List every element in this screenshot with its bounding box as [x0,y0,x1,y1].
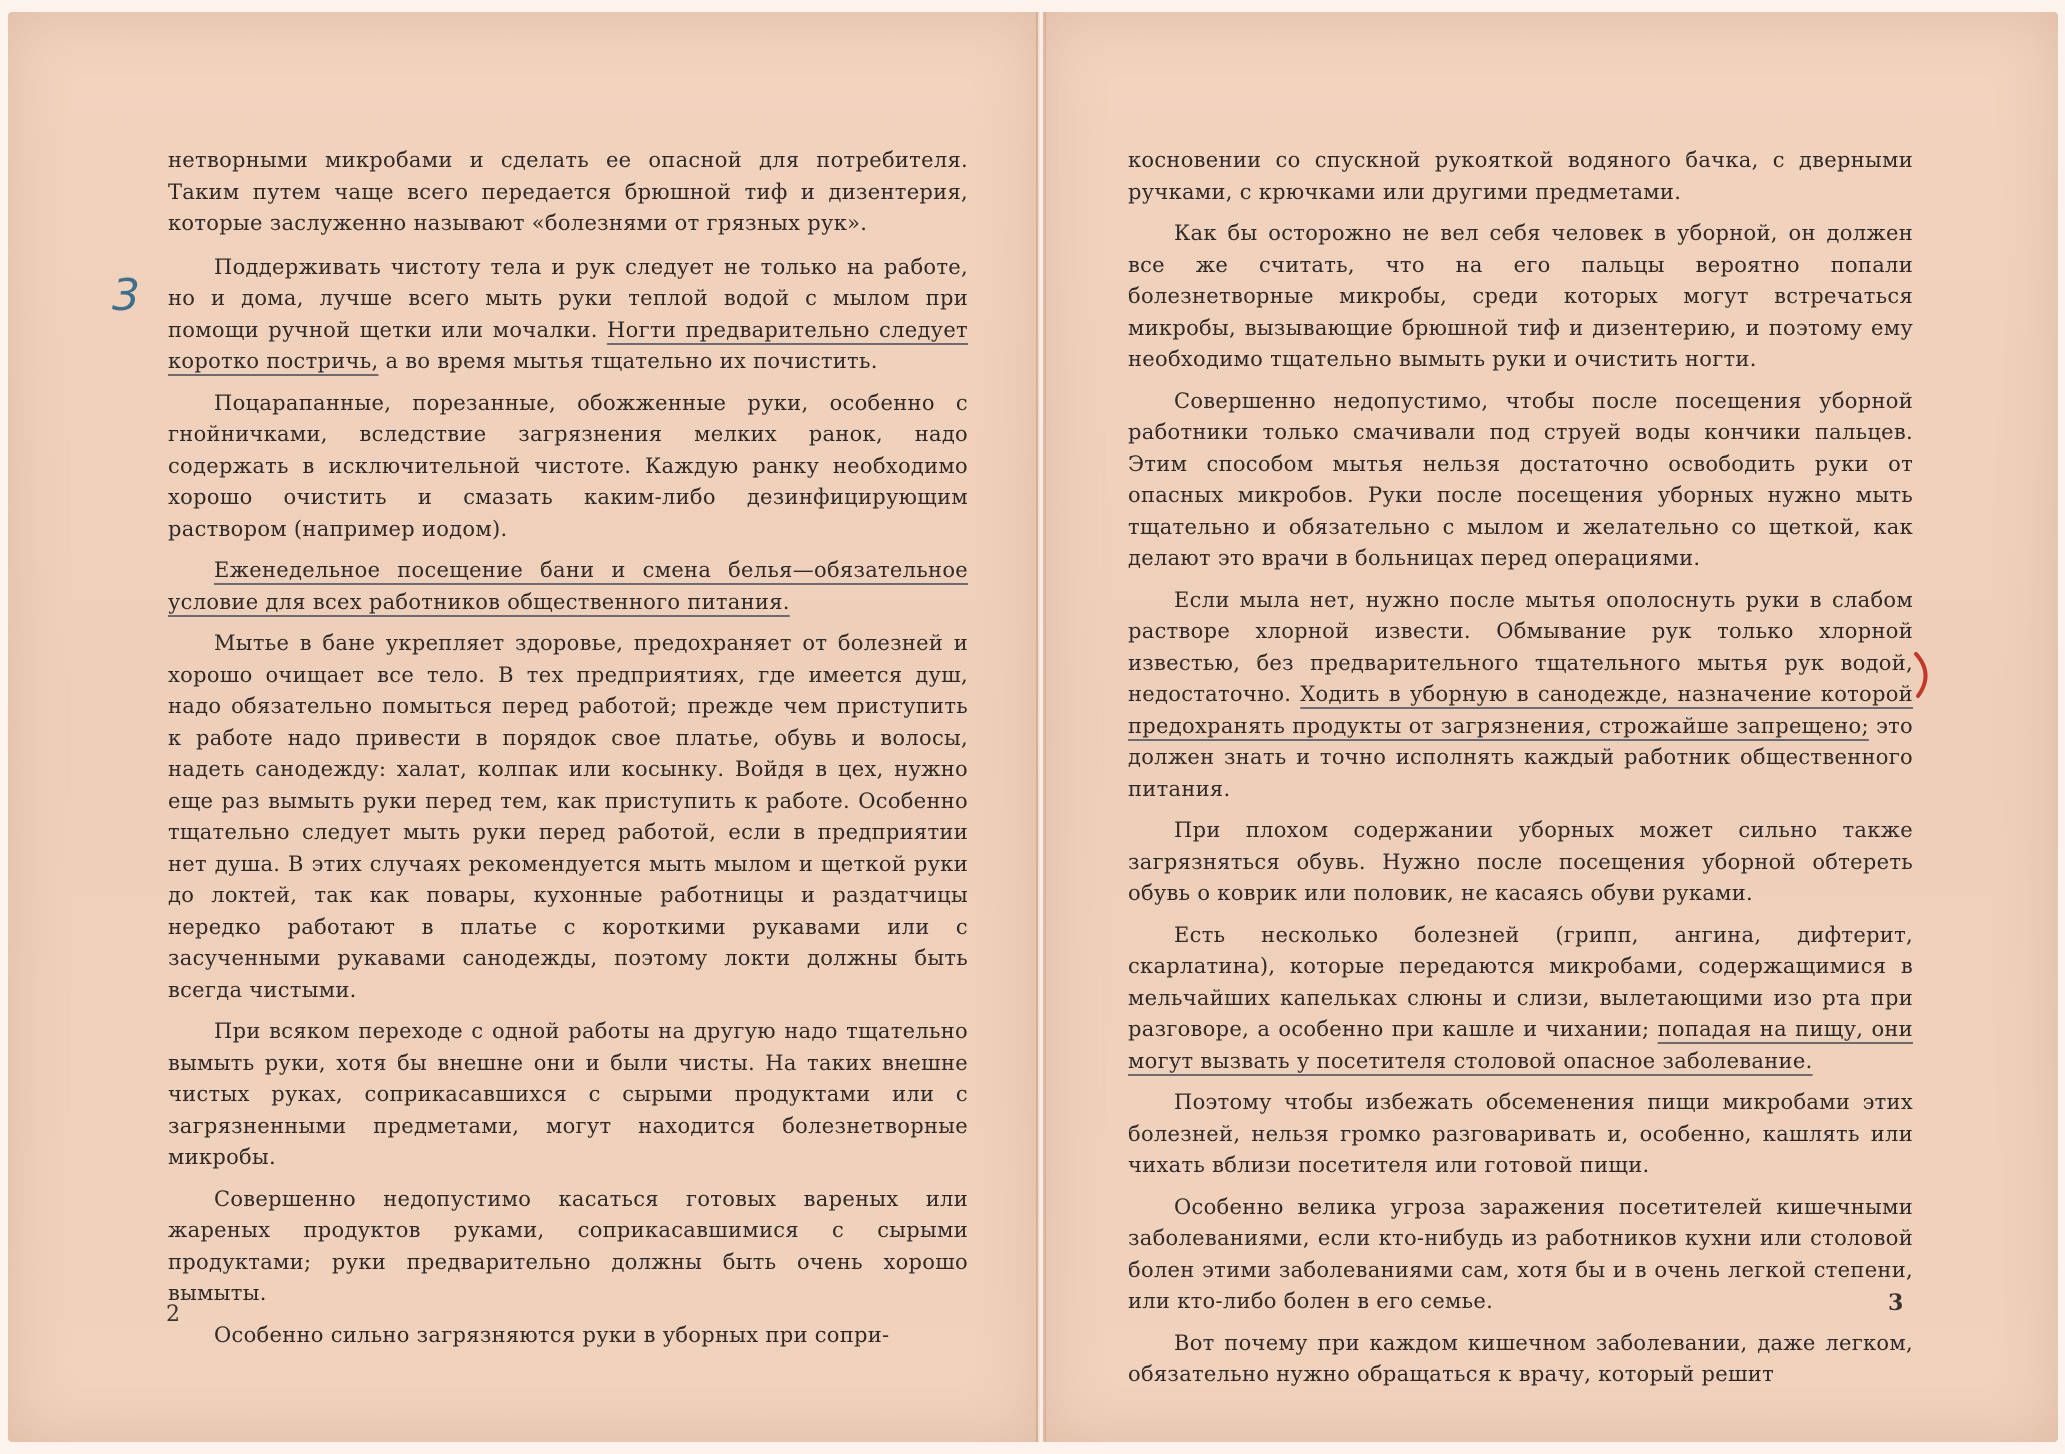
paragraph [1128,920,1913,1078]
paragraph: Как бы осторожно не вел себя человек в уборной, он должен все же считать, что на его пальцы вероятно попали болезнетворные микробы, среди которых могут встречаться микробы, вызывающие брюшной тиф и дизентерию, и поэтому ему необходимо тщательно вымыть руки и очистить ногти. [1128,221,1913,371]
red-pencil-mark [1906,650,1946,700]
page-fold [1036,12,1046,1442]
paragraph: При плохом содержании уборных может сильно также загрязняться обувь. Нужно после посещения уборной обтереть обувь о коврик или половик, не касаясь обуви руками. [1128,818,1913,905]
paragraph: Вот почему при каждом кишечном заболевании, даже легком, обязательно нужно обращаться к врачу, который решит [1128,1330,1913,1386]
underlined-text: попадая на пищу, они могут вызвать у посетителя столовой опасное заболевание. [1128,1017,1913,1073]
underlined-text: Ходить в уборную в санодежде, назначение которой предохранять продукты от загрязнения, строжайше запрещено; [1128,682,1913,738]
left-column [168,145,968,1361]
paragraph: Поэтому чтобы избежать обсеменения пищи микробами этих болезней, нельзя громко разговаривать и, особенно, кашлять или чихать вблизи посетителя или готовой пищи. [1128,1090,1913,1177]
paragraph: При всяком переходе с одной работы на другую надо тщательно вымыть руки, хотя бы внешне они и были чисты. На таких внешне чистых руках, соприкасавшихся с сырыми продуктами или с загрязненными предметами, могут находится болезнетворные микробы. [168,1019,968,1169]
paragraph-text: это должен знать и точно исполнять каждый работник общественного питания. [1128,713,1914,801]
paragraph: Особенно велика угроза заражения посетителей кишечными заболеваниями, если кто-нибудь из работников кухни или столовой болен этими заболеваниями сам, хотя бы и в очень легкой степени, или кто-либо болен в его семье. [1128,1194,1913,1313]
paragraph-text: Поддерживать чистоту тела и рук следует не только на работе, но и дома, лучше всего мыть руки теплой водой с мылом при помощи ручной щетки или мочалки. [168,254,968,342]
paragraph-text: а во время мытья тщательно их почистить. [378,349,878,373]
underlined-text: Еженедельное посещение бани и смена белья—обязательное условие для всех работников общественного питания. [168,558,968,614]
underlined-text: Ногти предварительно следует коротко постричь, [168,317,968,373]
paragraph [168,555,968,618]
paragraph-text: Если мыла нет, нужно после мытья ополоснуть руки в слабом растворе хлорной извести. Обмывание рук только хлорной известью, без предварительного тщательного мытья рук водой, недостаточно. [1128,587,1913,706]
paragraph: нетворными микробами и сделать ее опасной для потребителя. Таким путем чаще всего передается брюшной тиф и дизентерия, которые заслуженно называют «болезнями от грязных рук». [168,148,968,235]
paragraph [1128,585,1913,806]
paragraph: Совершенно недопустимо касаться готовых вареных или жареных продуктов руками, соприкасавшимися с сырыми продуктами; руки предварительно должны быть очень хорошо вымыты. [168,1186,968,1305]
paragraph-text: Есть несколько болезней (грипп, ангина, дифтерит, скарлатина), которые передаются микробами, содержащимися в мельчайших капельках слюны и слизи, вылетающими изо рта при разговоре, а особенно при кашле и чихании; [1128,922,1913,1041]
paragraph: Особенно сильно загрязняются руки в уборных при сопри- [214,1322,890,1347]
margin-mark: 3 [112,270,140,321]
paragraph: Мытье в бане укрепляет здоровье, предохраняет от болезней и хорошо очищает все тело. В тех предприятиях, где имеется душ, надо обязательно помыться перед работой; прежде чем приступить к работе надо привести в порядок свое платье, обувь и волосы, надеть санодежду: халат, колпак или косынку. Войдя в цех, нужно еще раз вымыть руки перед тем, как приступить к работе. Особенно тщательно следует мыть руки перед работой, если в предприятии нет душа. В этих случаях рекомендуется мыть мылом и щеткой руки до локтей, так как повары, кухонные работницы и раздатчицы нередко работают в платье с короткими рукавами или с засученными рукавами санодежды, поэтому локти должны быть всегда чистыми. [168,631,968,1002]
paragraph: Совершенно недопустимо, чтобы после посещения уборной работники только смачивали под струей воды кончики пальцев. Этим способом мытья нельзя достаточно освободить руки от опасных микробов. Руки после посещения уборных нужно мыть тщательно и обязательно с мылом и желательно со щеткой, как делают это врачи в больницах перед операциями. [1128,388,1913,570]
page-number-left: 2 [166,1302,180,1327]
paragraph [168,252,968,378]
page-number-right: 3 [1888,1290,1904,1316]
paragraph: Поцарапанные, порезанные, обожженные руки, особенно с гнойничками, вследствие загрязнения мелких ранок, надо содержать в исключительной чистоте. Каждую ранку необходимо хорошо очистить и смазать каким-либо дезинфицирующим раствором (например иодом). [168,390,968,541]
paragraph: косновении со спускной рукояткой водяного бачка, с дверными ручками, с крючками или другими предметами. [1128,148,1913,204]
right-column [1128,145,1913,1401]
